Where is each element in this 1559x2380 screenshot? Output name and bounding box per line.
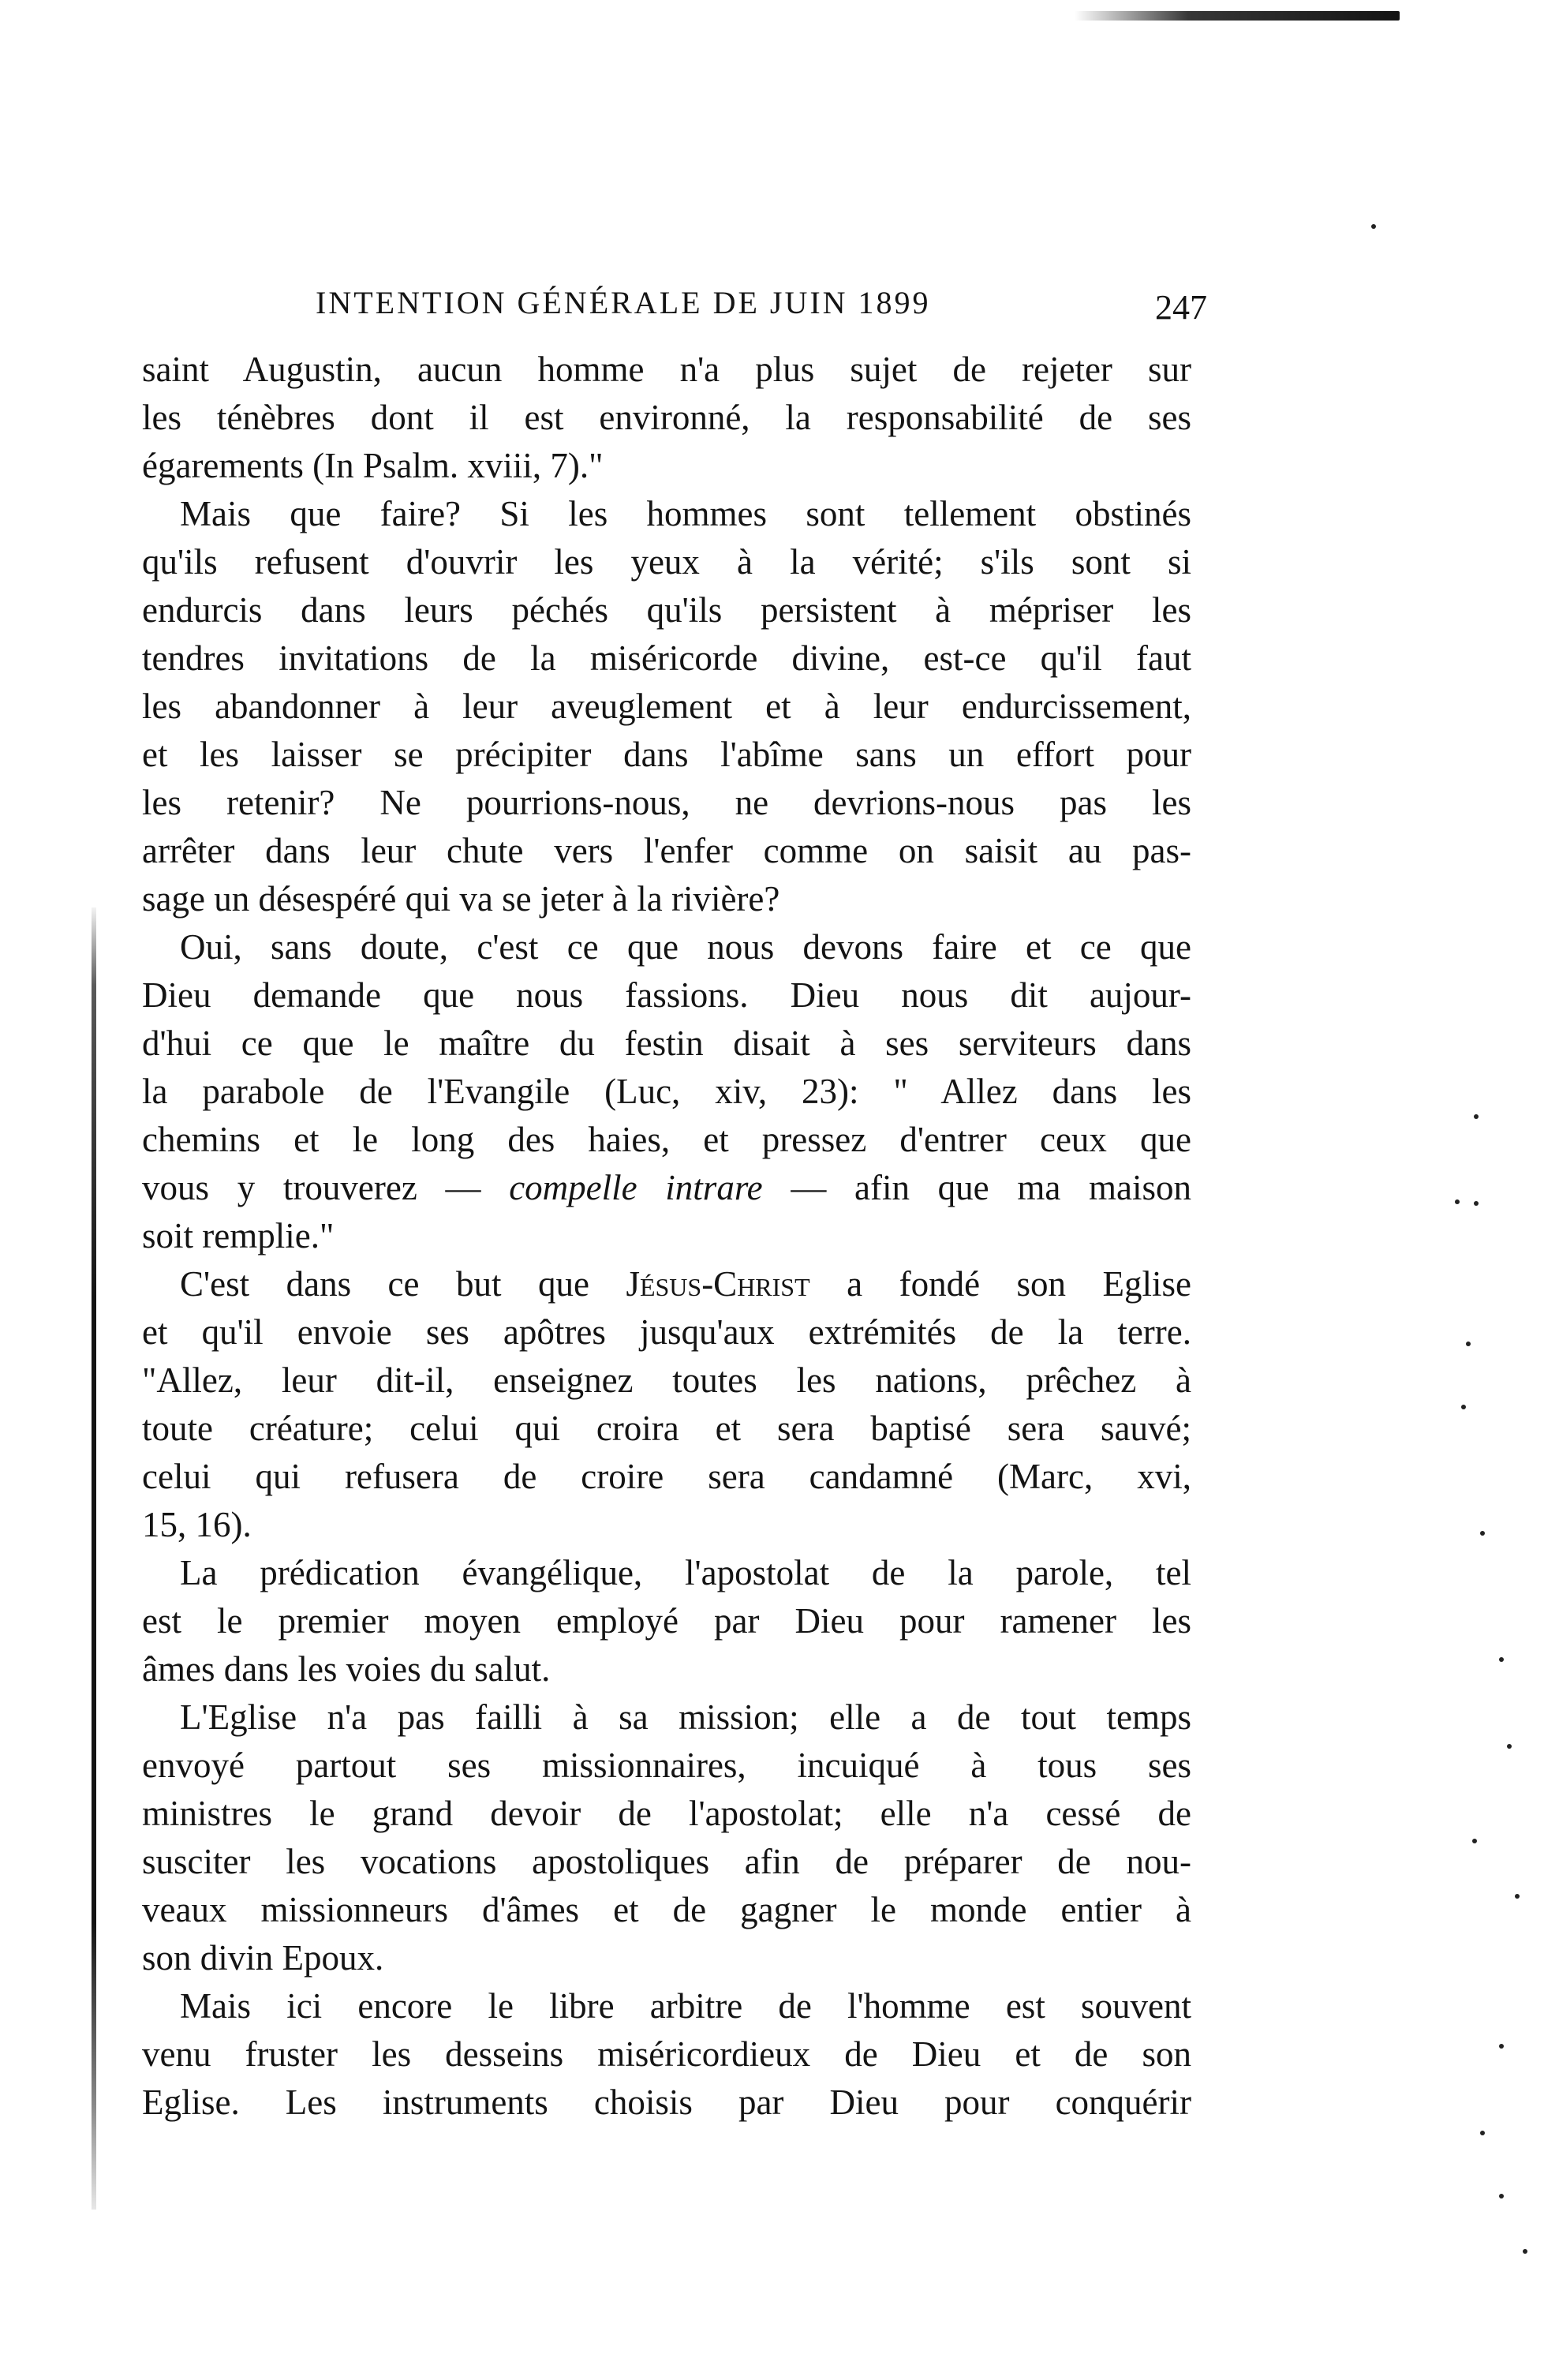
text-line: la parabole de l'Evangile (Luc, xiv, 23): " Allez dans les	[142, 1072, 1191, 1111]
text-line: veaux missionneurs d'âmes et de gagner le monde entier à	[142, 1890, 1191, 1929]
text-line: Mais ici encore le libre arbitre de l'homme est souvent	[180, 1986, 1191, 2026]
text-line: 15, 16).	[142, 1505, 252, 1544]
ink-speck	[1507, 1744, 1512, 1749]
top-edge-rule	[1075, 11, 1400, 21]
ink-speck	[1474, 1201, 1479, 1206]
text-line: soit remplie."	[142, 1216, 335, 1255]
text-line: Oui, sans doute, c'est ce que nous devons faire et ce que	[180, 927, 1191, 967]
ink-speck	[1472, 1839, 1477, 1843]
text-line: La prédication évangélique, l'apostolat de la parole, tel	[180, 1553, 1191, 1592]
italic-phrase: compelle intrare	[509, 1168, 763, 1207]
text-line: et les laisser se précipiter dans l'abîme sans un effort pour	[142, 735, 1191, 774]
text-line	[142, 1164, 1191, 1212]
text-line: égarements (In Psalm. xviii, 7)."	[142, 446, 604, 485]
text-line: "Allez, leur dit-il, enseignez toutes les nations, prêchez à	[142, 1360, 1191, 1400]
ink-speck	[1474, 1114, 1479, 1119]
text-line: les retenir? Ne pourrions-nous, ne devrions-nous pas les	[142, 783, 1191, 822]
ink-speck	[1455, 1199, 1460, 1204]
text-line: son divin Epoux.	[142, 1938, 384, 1978]
text-line: arrêter dans leur chute vers l'enfer comme on saisit au pas-	[142, 831, 1191, 870]
page-number: 247	[1155, 288, 1207, 327]
ink-speck	[1371, 224, 1376, 229]
text-line: envoyé partout ses missionnaires, incuiqué à tous ses	[142, 1746, 1191, 1785]
text-segment: — afin que ma maison	[762, 1168, 1192, 1207]
ink-speck	[1515, 1894, 1520, 1899]
text-line: et qu'il envoie ses apôtres jusqu'aux extrémités de la terre.	[142, 1312, 1191, 1352]
running-title: INTENTION GÉNÉRALE DE JUIN 1899	[316, 285, 931, 320]
text-line: sage un désespéré qui va se jeter à la rivière?	[142, 879, 780, 919]
ink-speck	[1461, 1405, 1466, 1409]
text-line: les ténèbres dont il est environné, la responsabilité de ses	[142, 398, 1191, 437]
ink-speck	[1499, 2044, 1504, 2049]
text-segment: vous y trouverez —	[142, 1168, 510, 1207]
text-segment: C'est dans ce but que	[180, 1264, 626, 1304]
text-line: endurcis dans leurs péchés qu'ils persistent à mépriser les	[142, 590, 1191, 630]
body-text	[142, 346, 1191, 2127]
ink-speck	[1480, 2131, 1485, 2135]
ink-speck	[1466, 1342, 1471, 1346]
text-line: venu fruster les desseins miséricordieux de Dieu et de son	[142, 2034, 1191, 2074]
text-line: Dieu demande que nous fassions. Dieu nous dit aujour-	[142, 975, 1191, 1015]
text-line: âmes dans les voies du salut.	[142, 1649, 551, 1689]
text-line: saint Augustin, aucun homme n'a plus sujet de rejeter sur	[142, 350, 1191, 389]
text-line: toute créature; celui qui croira et sera baptisé sera sauvé;	[142, 1409, 1191, 1448]
small-caps-name: Jésus-Christ	[626, 1264, 810, 1304]
text-line: Eglise. Les instruments choisis par Dieu pour conquérir	[142, 2082, 1191, 2122]
text-line: Mais que faire? Si les hommes sont tellement obstinés	[180, 494, 1191, 533]
text-line: d'hui ce que le maître du festin disait à ses serviteurs dans	[142, 1023, 1191, 1063]
ink-speck	[1480, 1531, 1485, 1536]
text-line: L'Eglise n'a pas failli à sa mission; elle a de tout temps	[180, 1697, 1191, 1737]
text-line: les abandonner à leur aveuglement et à leur endurcissement,	[142, 687, 1191, 726]
text-line: celui qui refusera de croire sera candamné (Marc, xvi,	[142, 1457, 1191, 1496]
text-line: tendres invitations de la miséricorde divine, est-ce qu'il faut	[142, 638, 1191, 678]
ink-speck	[1523, 2249, 1527, 2254]
text-line: chemins et le long des haies, et pressez d'entrer ceux que	[142, 1120, 1191, 1159]
text-line	[142, 1260, 1191, 1308]
text-line: susciter les vocations apostoliques afin de préparer de nou-	[142, 1842, 1191, 1881]
text-line: qu'ils refusent d'ouvrir les yeux à la vérité; s'ils sont si	[142, 542, 1191, 582]
text-line: est le premier moyen employé par Dieu pour ramener les	[142, 1601, 1191, 1641]
ink-speck	[1499, 2194, 1504, 2199]
ink-speck	[1499, 1657, 1504, 1662]
text-segment: a fondé son Eglise	[809, 1264, 1192, 1304]
page-header	[316, 284, 1207, 331]
left-margin-rule	[92, 907, 96, 2210]
text-line: ministres le grand devoir de l'apostolat; elle n'a cessé de	[142, 1794, 1191, 1833]
